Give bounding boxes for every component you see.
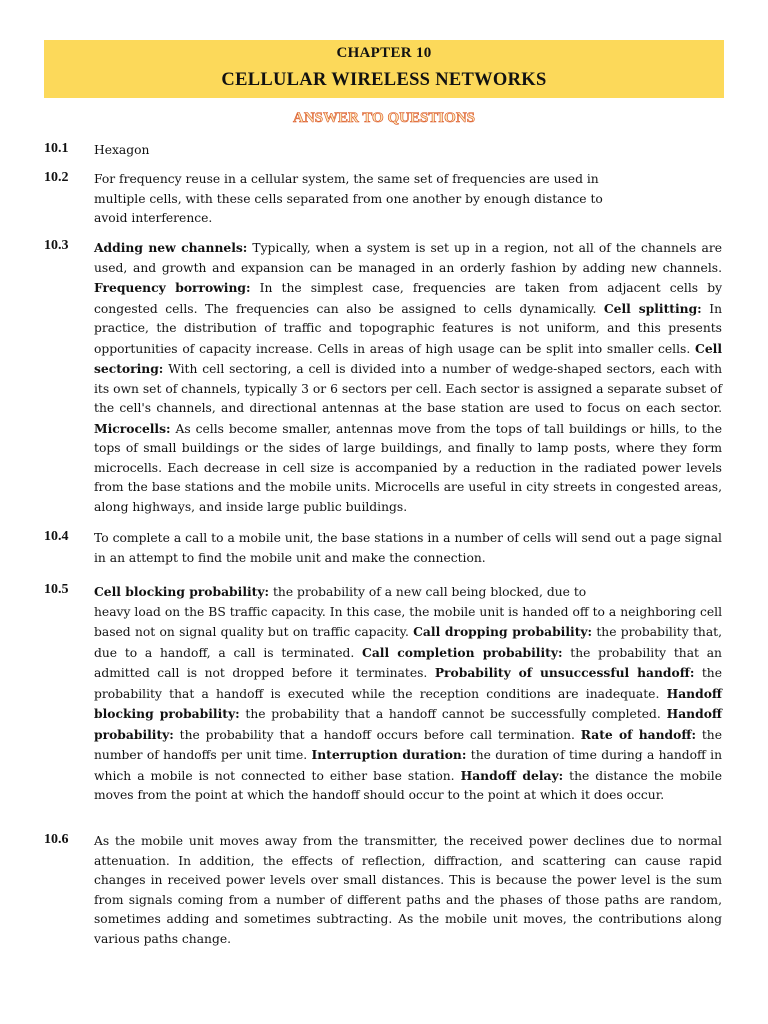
definition: the probability that a handoff cannot be successfully completed. [239, 707, 667, 721]
question-number: 10.4 [44, 529, 69, 544]
term: Interruption duration: [311, 747, 467, 762]
definition: the probability of a new call being blocked, due to [272, 585, 587, 599]
definition: heavy load on the BS traffic capacity. In this case, the mobile unit is handed off to a neighboring cell based not on signal quality but on traffic capacity. [94, 604, 722, 639]
definition: In practice, the distribution of traffic and topographic features is not uniform, and this presents opportunities of capacity increase. Cells in areas of high usage can be split into smaller cells. [94, 301, 722, 356]
answer-text: Hexagon [94, 143, 150, 157]
answer-line: multiple cells, with these cells separated from one another by enough distance to [94, 191, 603, 206]
term: Handoff probability: [94, 706, 723, 742]
chapter-title: CELLULAR WIRELESS NETWORKS [221, 70, 547, 90]
definition: As cells become smaller, antennas move from the tops of tall buildings or hills, to the tops of small buildings or the sides of large buildings, and finally to lamp posts, where they form microcells. Each decrease in cell size is accompanied by a reduction in the radiated power levels from the base stations and the mobile units. Microcells are useful in city streets in congested areas, along highways, and inside large public buildings. [94, 421, 722, 514]
term: Frequency borrowing: [94, 280, 251, 295]
term: Microcells: [94, 420, 171, 436]
chapter-banner [44, 40, 724, 98]
definition: the duration of time during a handoff in which a mobile is not connected to either base station. [94, 748, 722, 783]
term: Handoff delay: [460, 767, 564, 783]
answer-text: To complete a call to a mobile unit, the base stations in a number of cells will send out a page signal in an attempt to find the mobile unit and make the connection. [94, 531, 722, 565]
answer-text [94, 238, 722, 517]
question-number: 10.3 [44, 238, 69, 253]
term: Rate of handoff: [580, 726, 696, 742]
term: Cell splitting: [603, 300, 702, 316]
answer-line [94, 582, 722, 603]
chapter-number: CHAPTER 10 [336, 45, 432, 61]
definition: the distance the mobile moves from the point at which the handoff should occur to the point at which it does occur. [94, 768, 722, 802]
definition: With cell sectoring, a cell is divided into a number of wedge-shaped sectors, each with its own set of channels, typically 3 or 6 sectors per cell. Each sector is assigned a separate subset of the cell's channels, and directional antennas at the base station are used to focus on each sector. [94, 362, 722, 415]
question-number: 10.1 [44, 141, 69, 156]
section-heading: ANSWER TO QUESTIONS [292, 110, 475, 126]
question-number: 10.2 [44, 170, 69, 185]
term: Cell blocking probability: [94, 584, 270, 599]
question-number: 10.6 [44, 832, 69, 847]
term: Probability of unsuccessful handoff: [434, 665, 695, 680]
answer-line: For frequency reuse in a cellular system, the same set of frequencies are used in [94, 172, 599, 186]
answer-text: As the mobile unit moves away from the transmitter, the received power declines due to normal attenuation. In addition, the effects of reflection, diffraction, and scattering can cause rapid changes in received power levels over small distances. This is because the power level is the sum from signals coming from a number of different paths and the phases of those paths are random, sometimes adding and sometimes subtracting. As the mobile unit moves, the contributions along various paths change. [94, 834, 722, 946]
term: Call completion probability: [362, 644, 563, 660]
definition: the number of handoffs per unit time. [94, 727, 722, 762]
term: Call dropping probability: [413, 624, 593, 639]
definition: the probability that a handoff occurs before call termination. [173, 727, 581, 742]
definition: In the simplest case, frequencies are taken from adjacent cells by congested cells. The frequencies can also be assigned to cells dynamically. [94, 281, 723, 316]
definition: the probability that an admitted call is not dropped before it terminates. [94, 645, 722, 680]
answer-text [94, 582, 722, 806]
term: Cell sectoring: [94, 340, 722, 376]
definition: the probability that, due to a handoff, a call is terminated. [94, 625, 723, 660]
answer-text [94, 170, 722, 229]
question-number: 10.5 [44, 582, 69, 597]
answer-line: avoid interference. [94, 211, 213, 225]
definition: Typically, when a system is set up in a region, not all of the channels are used, and growth and expansion can be managed in an orderly fashion by adding new channels. [94, 241, 723, 275]
term: Adding new channels: [94, 240, 248, 255]
definition: the probability that a handoff is executed while the reception conditions are inadequate. [94, 666, 722, 701]
term: Handoff blocking probability: [94, 685, 722, 721]
